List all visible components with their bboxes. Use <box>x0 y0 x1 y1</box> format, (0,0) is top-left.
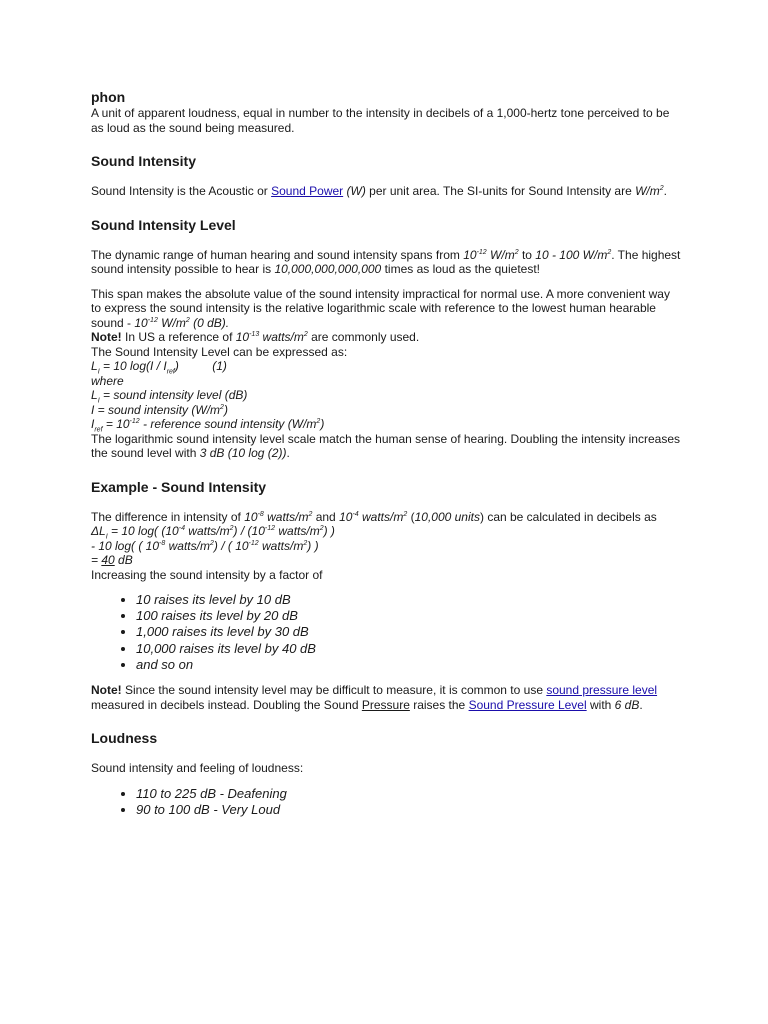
definition-li: $L_I$ = sound intensity level (dB) <box>91 388 248 405</box>
logarithmic-scale-paragraph: This span makes the absolute value of the sound intensity impractical for normal use. A more convenient way to express the sound intensity is the relative logarithmic scale with reference to the lowest human hearable sound - $10^{-12}$ $W/m^2$ (0 dB). <box>91 286 670 330</box>
example-equation-line-1: $\Delta L_I = 10$ log( ($10^{-4}$ watts/$m^2) / (10^{-12}$ watts/$m^2$) ) <box>91 524 335 541</box>
example-heading: Example - Sound Intensity <box>91 478 267 495</box>
list-item: • 90 to 100 dB - Very Loud <box>136 802 681 818</box>
spl-note: Note! Since the sound intensity level may be difficult to measure, it is common to use sound pressure level measured in decibels instead. Doubling the Sound Pressure raises the Sound Pressure Level with 6 dB. <box>91 683 658 712</box>
phon-definition: A unit of apparent loudness, equal in number to the intensity in decibels of a 1,000-hertz tone perceived to be as loud as the sound being measured. <box>91 106 670 135</box>
sound-intensity-paragraph: Sound Intensity is the Acoustic or Sound Power (W) per unit area. The SI-units for Sound Intensity are $W/m^2$. <box>91 184 667 198</box>
sound-pressure-level-link[interactable]: sound pressure level <box>546 683 658 698</box>
example-paragraph: The difference in intensity of $10^{-8}$ watts/$m^2$ and $10^{-4}$ watts/$m^2$ (10,000 units) can be calculated in decibels as <box>91 509 657 524</box>
definition-i: I = sound intensity $(W/m^2)$ <box>91 402 228 417</box>
expression-intro: The Sound Intensity Level can be expressed as: <box>91 344 348 359</box>
doubling-paragraph: The logarithmic sound intensity level scale match the human sense of hearing. Doubling the intensity increases the sound level with 3 dB (10 log (2)). <box>91 431 680 460</box>
sound-power-link[interactable]: Sound Power <box>271 184 344 198</box>
sound-intensity-level-heading: Sound Intensity Level <box>91 216 236 233</box>
sound-intensity-heading: Sound Intensity <box>91 153 196 169</box>
increase-list <box>91 592 681 673</box>
increase-intro: Increasing the sound intensity by a factor of <box>91 567 323 582</box>
loudness-list <box>91 786 681 818</box>
list-item: • and so on <box>136 657 681 673</box>
loudness-intro: Sound intensity and feeling of loudness: <box>91 761 304 776</box>
definition-iref: $I_{ref} = 10^{-12}$ - reference sound intensity $(W/m^2)$ <box>91 417 325 434</box>
list-item: • 10,000 raises its level by 40 dB <box>136 641 681 657</box>
list-item: • 10 raises its level by 10 dB <box>136 592 681 608</box>
example-equation-line-2: - 10 log( ( $10^{-8}$ watts/$m^2$) / ( $10^{-12}$ watts/$m^2$) ) <box>91 538 319 553</box>
dynamic-range-paragraph: The dynamic range of human hearing and sound intensity spans from $10^{-12}$ $W/m^2$ to 10 - 100 $W/m^2$. The highest sound intensity possible to hear is 10,000,000,000,000 times as loud as the quietest! <box>91 247 681 276</box>
document-content <box>91 88 681 818</box>
list-item: • 100 raises its level by 20 dB <box>136 608 681 624</box>
list-item: • 1,000 raises its level by 30 dB <box>136 624 681 640</box>
where-label: where <box>91 373 124 388</box>
us-reference-note: Note! In US a reference of $10^{-13}$ watts/$m^2$ are commonly used. <box>91 330 420 344</box>
sil-equation: $L_I = 10$ $\log(I / I_{ref})$ (1) <box>91 359 227 376</box>
example-equation-line-3: = 40 dB <box>91 553 133 567</box>
loudness-heading: Loudness <box>91 730 158 747</box>
sound-pressure-level-link-2[interactable]: Sound Pressure Level <box>468 697 587 712</box>
phon-title: phon <box>91 89 126 105</box>
list-item: • 110 to 225 dB - Deafening <box>136 786 681 802</box>
